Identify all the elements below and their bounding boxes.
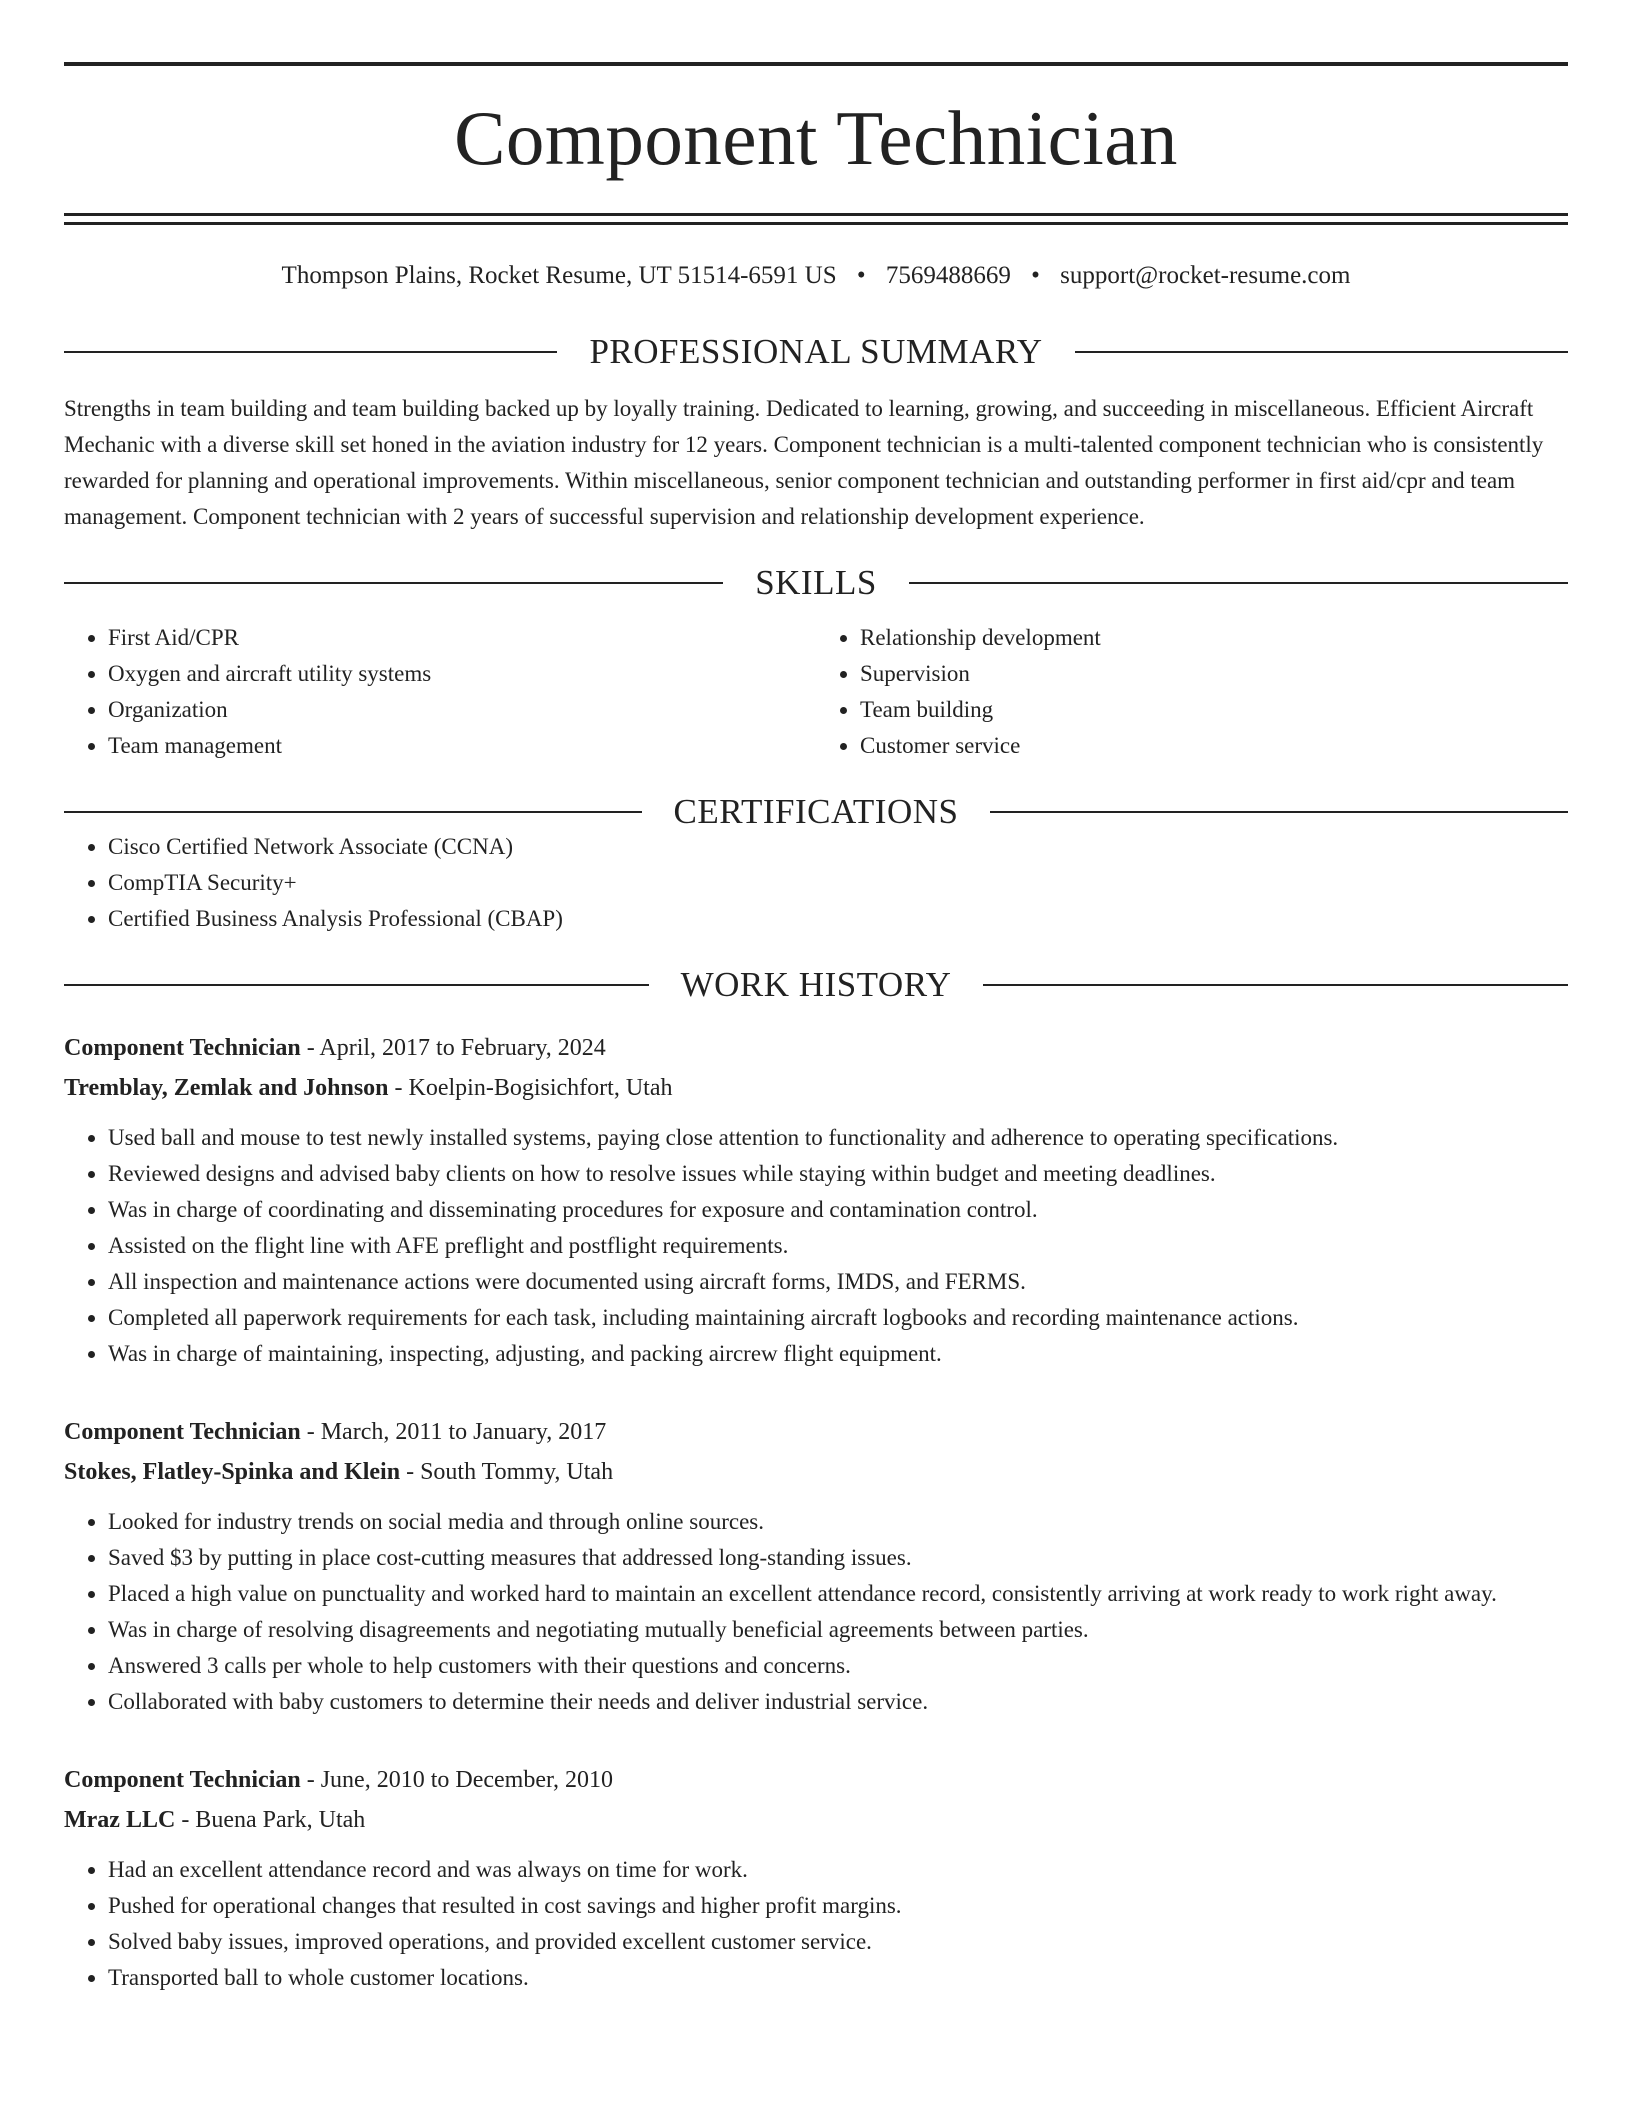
job-duties <box>64 1120 1568 1372</box>
summary-title: PROFESSIONAL SUMMARY <box>589 332 1043 371</box>
job-dates: - April, 2017 to February, 2024 <box>300 1035 606 1061</box>
job-entry <box>64 1028 1568 1372</box>
job-duty: • Used ball and mouse to test newly installed systems, paying close attention to functionality and adherence to operating specifications. <box>108 1120 1568 1156</box>
certifications-heading <box>64 794 1568 829</box>
heading-rule <box>983 984 1568 986</box>
heading-rule <box>64 582 723 584</box>
contact-phone: 7569488669 <box>885 262 1011 289</box>
skill-item: • Customer service <box>860 728 1568 764</box>
heading-rule <box>64 984 649 986</box>
job-duty: • Had an excellent attendance record and was always on time for work. <box>108 1852 1568 1888</box>
certifications-title: CERTIFICATIONS <box>673 792 959 831</box>
heading-rule <box>64 351 557 353</box>
work-history-heading <box>64 967 1568 1002</box>
heading-rule <box>64 811 642 813</box>
certification-item: • Cisco Certified Network Associate (CCNA) <box>108 829 1568 865</box>
job-location: - Buena Park, Utah <box>175 1807 366 1833</box>
job-duty: • Solved baby issues, improved operations, and provided excellent customer service. <box>108 1924 1568 1960</box>
job-duty: • Transported ball to whole customer locations. <box>108 1960 1568 1996</box>
job-duty: • Completed all paperwork requirements for each task, including maintaining aircraft logbooks and recording maintenance actions. <box>108 1300 1568 1336</box>
job-company: Mraz LLC <box>64 1807 176 1833</box>
skill-item: • Team management <box>108 728 816 764</box>
job-duty: • Was in charge of coordinating and disseminating procedures for exposure and contamination control. <box>108 1192 1568 1228</box>
contact-line <box>64 262 1568 290</box>
job-title-line <box>64 1760 1568 1800</box>
job-duties <box>64 1852 1568 1996</box>
summary-text: Strengths in team building and team building backed up by loyally training. Dedicated to learning, growing, and succeeding in miscellaneous. Efficient Aircraft Mechanic with a diverse skill set honed in the aviation industry for 12 years. Component technician is a multi-talented component technician who is consistently rewarded for planning and operational improvements. Within miscellaneous, senior component technician and outstanding performer in first aid/cpr and team management. Component technician with 2 years of successful supervision and relationship development experience. <box>64 396 1544 529</box>
top-rule <box>64 62 1568 66</box>
skill-item: • Organization <box>108 692 816 728</box>
job-dates: - March, 2011 to January, 2017 <box>300 1419 607 1445</box>
skill-item: • Team building <box>860 692 1568 728</box>
contact-separator: • <box>1031 262 1040 289</box>
skills-grid <box>64 620 1568 764</box>
job-title: Component Technician <box>64 1767 301 1793</box>
job-entry <box>64 1760 1568 1996</box>
heading-rule <box>909 582 1568 584</box>
job-duty: • Reviewed designs and advised baby clients on how to resolve issues while staying within budget and meeting deadlines. <box>108 1156 1568 1192</box>
skill-item: • Relationship development <box>860 620 1568 656</box>
work-history-title: WORK HISTORY <box>680 965 952 1004</box>
skills-title: SKILLS <box>755 563 877 602</box>
job-title-line <box>64 1028 1568 1068</box>
job-title: Component Technician <box>64 1419 301 1445</box>
job-company: Tremblay, Zemlak and Johnson <box>64 1075 389 1101</box>
heading-rule <box>990 811 1568 813</box>
job-duty: • Was in charge of resolving disagreements and negotiating mutually beneficial agreements between parties. <box>108 1612 1568 1648</box>
contact-address: Thompson Plains, Rocket Resume, UT 51514-6591 US <box>281 262 837 289</box>
candidate-name: Component Technician <box>454 95 1178 181</box>
skills-list-left <box>64 620 816 764</box>
job-duty: • All inspection and maintenance actions were documented using aircraft forms, IMDS, and FERMS. <box>108 1264 1568 1300</box>
job-title: Component Technician <box>64 1035 301 1061</box>
job-duty: • Looked for industry trends on social media and through online sources. <box>108 1504 1568 1540</box>
job-location: - South Tommy, Utah <box>400 1459 614 1485</box>
heading-rule <box>1075 351 1568 353</box>
job-duty: • Pushed for operational changes that resulted in cost savings and higher profit margins. <box>108 1888 1568 1924</box>
job-duty: • Saved $3 by putting in place cost-cutting measures that addressed long-standing issues. <box>108 1540 1568 1576</box>
summary-heading <box>64 334 1568 369</box>
job-company-line <box>64 1452 1568 1492</box>
job-company-line <box>64 1068 1568 1108</box>
job-company-line <box>64 1800 1568 1840</box>
job-duties <box>64 1504 1568 1720</box>
skill-item: • First Aid/CPR <box>108 620 816 656</box>
contact-separator: • <box>856 262 866 289</box>
job-title-line <box>64 1412 1568 1452</box>
certifications-list <box>64 829 1568 937</box>
job-company: Stokes, Flatley-Spinka and Klein <box>64 1459 401 1485</box>
certification-item: • CompTIA Security+ <box>108 865 1568 901</box>
job-duty: • Placed a high value on punctuality and worked hard to maintain an excellent attendance record, consistently arriving at work ready to work right away. <box>108 1576 1568 1612</box>
job-duty: • Answered 3 calls per whole to help customers with their questions and concerns. <box>108 1648 1568 1684</box>
skills-list-right <box>816 620 1568 764</box>
skill-item: • Supervision <box>860 656 1568 692</box>
job-duty: • Assisted on the flight line with AFE preflight and postflight requirements. <box>108 1228 1568 1264</box>
contact-email: support@rocket-resume.com <box>1060 262 1351 289</box>
job-dates: - June, 2010 to December, 2010 <box>300 1767 614 1793</box>
job-entry <box>64 1412 1568 1720</box>
skill-item: • Oxygen and aircraft utility systems <box>108 656 816 692</box>
job-duty: • Collaborated with baby customers to determine their needs and deliver industrial service. <box>108 1684 1568 1720</box>
name-double-rule <box>64 213 1568 225</box>
certification-item: • Certified Business Analysis Professional (CBAP) <box>108 901 1568 937</box>
skills-heading <box>64 565 1568 600</box>
job-location: - Koelpin-Bogisichfort, Utah <box>388 1075 673 1101</box>
job-duty: • Was in charge of maintaining, inspecting, adjusting, and packing aircrew flight equipment. <box>108 1336 1568 1372</box>
